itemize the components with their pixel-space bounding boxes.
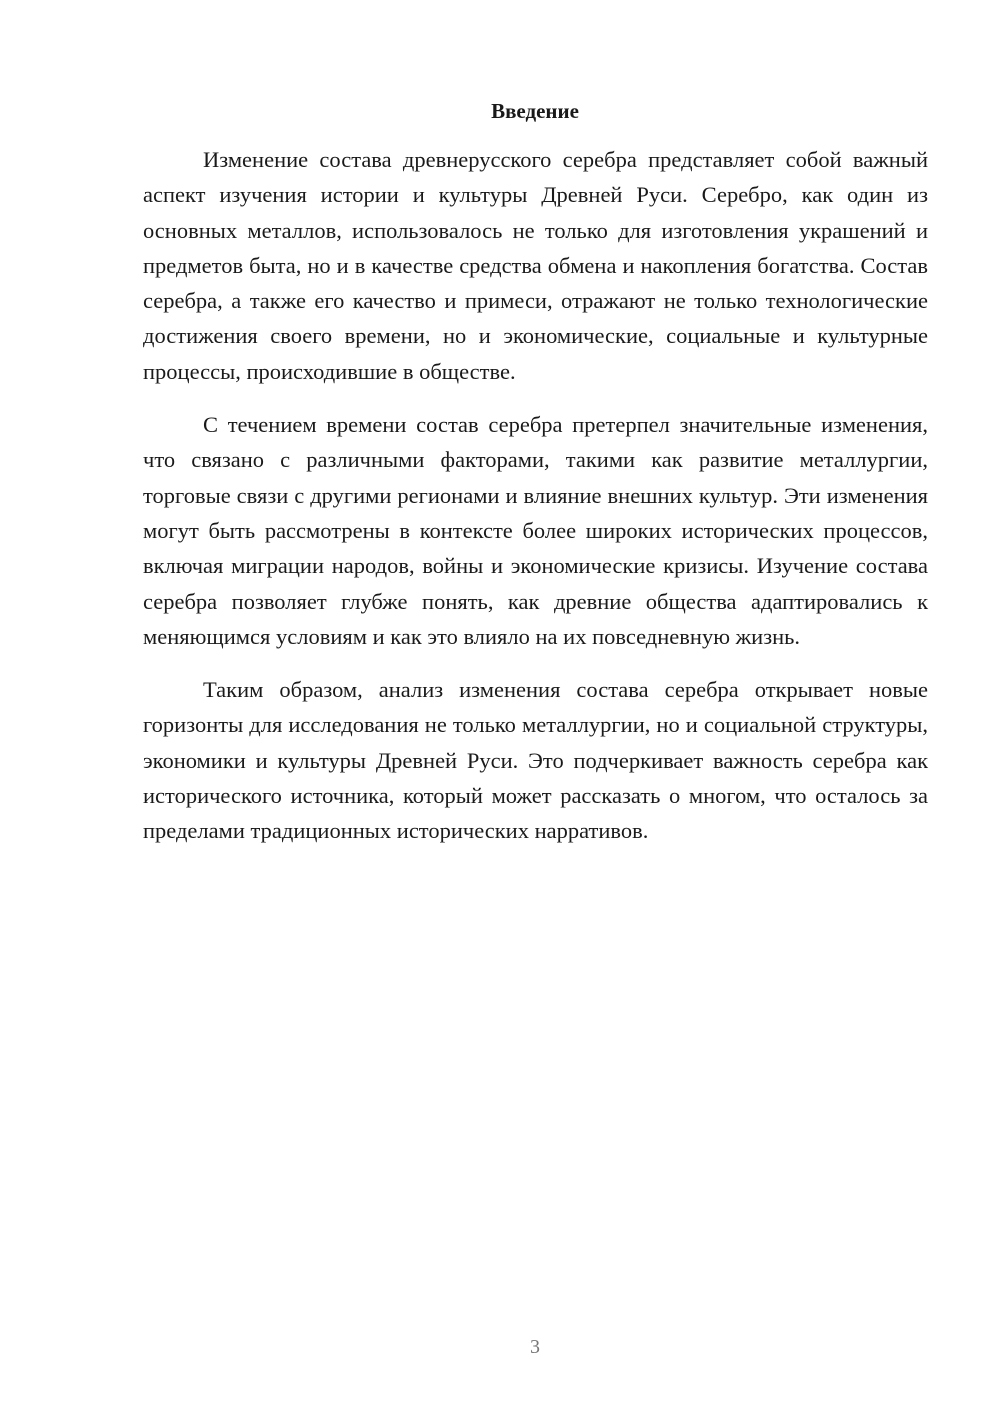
paragraph-2: С течением времени состав серебра претерпел значительные изменения, что связано с различными факторами, такими как развитие металлургии, торговые связи с другими регионами и влияние внешних культур. Эти изменения могут быть рассмотрены в контексте более широких исторических процессов, включая миграции народов, войны и экономические кризисы. Изучение состава серебра позволяет глубже понять, как древние общества адаптировались к меняющимся условиям и как это влияло на их повседневную жизнь. [143, 412, 928, 649]
paragraph-1: Изменение состава древнерусского серебра представляет собой важный аспект изучения истории и культуры Древней Руси. Серебро, как один из основных металлов, использовалось не только для изготовления украшений и предметов быта, но и в качестве средства обмена и накопления богатства. Состав серебра, а также его качество и примеси, отражают не только технологические достижения своего времени, но и экономические, социальные и культурные процессы, происходившие в обществе. [143, 147, 928, 384]
paragraph-3: Таким образом, анализ изменения состава серебра открывает новые горизонты для исследования не только металлургии, но и социальной структуры, экономики и культуры Древней Руси. Это подчеркивает важность серебра как исторического источника, который может рассказать о многом, что осталось за пределами традиционных исторических нарративов. [143, 677, 928, 844]
body-text [143, 142, 928, 867]
page-number: 3 [530, 1336, 540, 1358]
section-title: Введение [491, 99, 579, 123]
